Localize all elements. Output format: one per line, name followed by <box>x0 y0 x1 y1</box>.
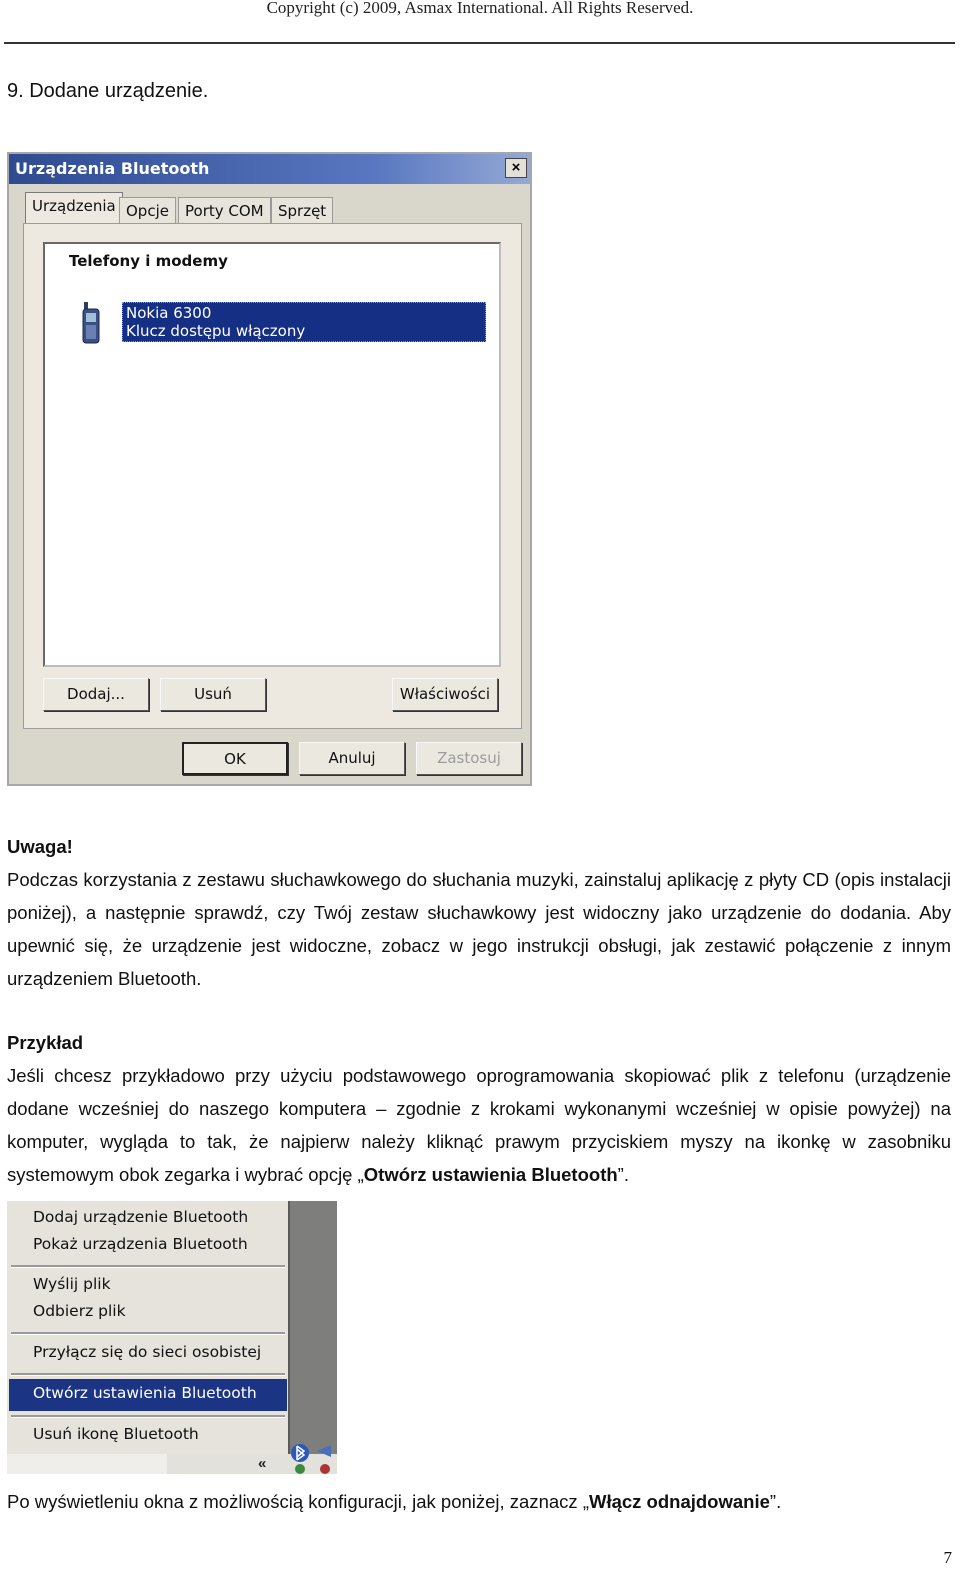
mobile-phone-icon <box>82 302 100 344</box>
apply-button[interactable]: Zastosuj <box>416 742 522 775</box>
bluetooth-icon <box>291 1444 309 1462</box>
add-button[interactable]: Dodaj... <box>43 678 149 711</box>
note-text: Podczas korzystania z zestawu słuchawkowego do słuchania muzyki, zainstaluj aplikację z płyty CD (opis instalacji poniżej), a następnie sprawdź, czy Twój zestaw słuchawkowy jest widoczny jako urządzenie do dodania. Aby upewnić się, że urządzenie jest widoczne, zobacz w jego instrukcji obsługi, jak zestawić połączenie z innym urządzeniem Bluetooth. <box>7 869 951 989</box>
device-item-nokia[interactable] <box>122 302 486 342</box>
dialog-titlebar <box>9 154 530 184</box>
tab-options[interactable]: Opcje <box>119 197 176 223</box>
example-text-after: ”. <box>617 1164 629 1185</box>
tray-status-icon <box>320 1464 330 1474</box>
dialog-title: Urządzenia Bluetooth <box>15 159 210 178</box>
group-label: Telefony i modemy <box>69 252 228 270</box>
header-divider <box>4 42 955 44</box>
remove-button[interactable]: Usuń <box>160 678 266 711</box>
context-menu <box>7 1201 290 1474</box>
example-title: Przykład <box>7 1032 84 1053</box>
final-text-before: Po wyświetleniu okna z możliwością konfiguracji, jak poniżej, zaznacz „ <box>7 1491 589 1512</box>
close-icon[interactable]: × <box>505 158 527 178</box>
tray-context-menu-screenshot <box>7 1201 337 1474</box>
tab-com-ports[interactable]: Porty COM <box>178 197 271 223</box>
final-text-bold: Włącz odnajdowanie <box>588 1491 770 1512</box>
menu-item-join-pan[interactable]: Przyłącz się do sieci osobistej <box>33 1343 262 1361</box>
tab-hardware[interactable]: Sprzęt <box>271 197 333 223</box>
bluetooth-devices-dialog <box>7 152 532 786</box>
example-text <box>7 1059 951 1191</box>
device-status: Klucz dostępu włączony <box>126 322 306 340</box>
menu-item-add-device[interactable]: Dodaj urządzenie Bluetooth <box>33 1208 249 1226</box>
menu-item-remove-icon[interactable]: Usuń ikonę Bluetooth <box>33 1425 199 1443</box>
menu-separator <box>11 1415 285 1418</box>
menu-item-show-devices[interactable]: Pokaż urządzenia Bluetooth <box>33 1235 248 1253</box>
menu-item-send-file[interactable]: Wyślij plik <box>33 1275 111 1293</box>
properties-button[interactable]: Właściwości <box>392 678 498 711</box>
device-name: Nokia 6300 <box>126 304 212 322</box>
example-text-before: Jeśli chcesz przykładowo przy użyciu podstawowego oprogramowania skopiować plik z telefonu (urządzenie dodane wcześniej do naszego komputera – zgodnie z krokami wykonanymi wcześniej w opisie powyżej) na komputer, wygląda to tak, że najpierw należy kliknąć prawym przyciskiem myszy na ikonkę w zasobniku systemowym obok zegarka i wybrać opcję „ <box>7 1065 951 1185</box>
copyright-header: Copyright (c) 2009, Asmax International. All Rights Reserved. <box>266 0 694 17</box>
device-list <box>43 242 501 667</box>
note-title: Uwaga! <box>7 836 73 857</box>
system-tray <box>7 1441 337 1474</box>
final-text <box>7 1485 951 1518</box>
ok-button[interactable]: OK <box>182 742 288 775</box>
tray-expand-icon[interactable]: « <box>258 1455 267 1472</box>
menu-separator <box>11 1332 285 1335</box>
page-number: 7 <box>943 1548 952 1567</box>
menu-item-receive-file[interactable]: Odbierz plik <box>33 1302 126 1320</box>
example-text-bold: Otwórz ustawienia Bluetooth <box>363 1164 618 1185</box>
cancel-button[interactable]: Anuluj <box>299 742 405 775</box>
tab-devices[interactable]: Urządzenia <box>25 192 123 224</box>
menu-item-open-settings[interactable]: Otwórz ustawienia Bluetooth <box>33 1384 257 1402</box>
menu-separator <box>11 1265 285 1268</box>
tray-status-icon <box>295 1464 305 1474</box>
menu-separator <box>11 1373 285 1376</box>
final-text-after: ”. <box>769 1491 782 1512</box>
section-title: 9. Dodane urządzenie. <box>7 80 209 102</box>
